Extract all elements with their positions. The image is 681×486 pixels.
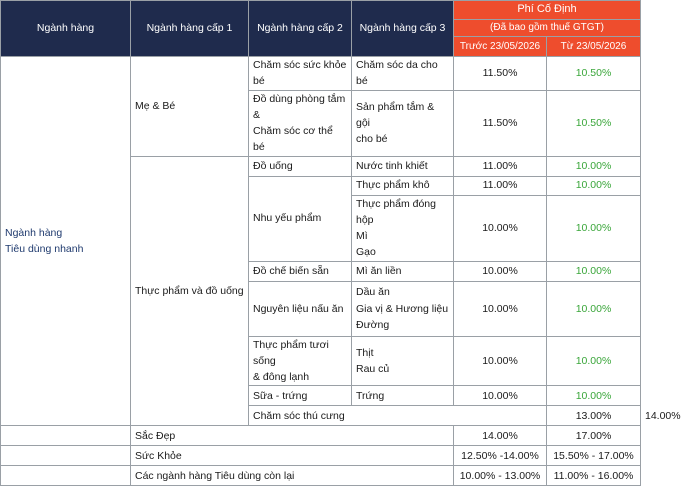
header-nganh-hang: Ngành hàng <box>1 1 131 57</box>
cat2-phong-tam-line2: Chăm sóc cơ thể bé <box>253 125 333 154</box>
group-blank <box>1 466 131 486</box>
cat2-do-uong: Đồ uống <box>249 156 352 176</box>
header-fee-note: (Đã bao gồm thuế GTGT) <box>454 20 641 37</box>
table-row <box>1 466 641 486</box>
group-blank <box>1 446 131 466</box>
rate-before: 10.00% - 13.00% <box>454 466 547 486</box>
header-fee-title: Phí Cố Định <box>454 1 641 20</box>
rate-before: 10.00% <box>454 281 547 336</box>
group-fmcg <box>1 57 131 426</box>
rate-before: 11.00% <box>454 156 547 176</box>
cat3-dong-hop-group <box>352 195 454 261</box>
group-line2: Tiêu dùng nhanh <box>5 243 84 256</box>
cat3-da-cho-be: Chăm sóc da cho bé <box>352 57 454 91</box>
cat1-sac-dep: Sắc Đẹp <box>131 426 454 446</box>
cat3-gao: Gạo <box>356 246 376 259</box>
rate-before: 11.00% <box>454 176 547 195</box>
cat2-sua-trung: Sữa - trứng <box>249 386 352 406</box>
group-line1: Ngành hàng <box>5 226 63 239</box>
header-cap-3: Ngành hàng cấp 3 <box>352 1 454 57</box>
table-row <box>1 446 641 466</box>
cat3-rau-cu: Rau củ <box>356 363 390 376</box>
rate-before: 11.50% <box>454 57 547 91</box>
cat3-mi: Mì <box>356 230 368 243</box>
cat1-suc-khoe: Sức Khỏe <box>131 446 454 466</box>
cat1-me-be: Mẹ & Bé <box>131 57 249 157</box>
rate-after: 10.50% <box>547 57 641 91</box>
cat2-tuoi-song-line1: Thực phẩm tươi sống <box>253 338 329 367</box>
cat3-trung: Trứng <box>352 386 454 406</box>
rate-after: 10.00% <box>547 281 641 336</box>
rate-after: 17.00% <box>547 426 641 446</box>
header-before: Trước 23/05/2026 <box>454 37 547 57</box>
rate-after: 15.50% - 17.00% <box>547 446 641 466</box>
cat3-dong-hop: Thực phẩm đóng hộp <box>356 197 436 226</box>
cat3-gia-vi: Gia vị & Hương liệu <box>356 302 449 315</box>
cat1-thuc-pham: Thực phẩm và đồ uống <box>131 156 249 426</box>
rate-after: 10.00% <box>547 176 641 195</box>
header-cap-1: Ngành hàng cấp 1 <box>131 1 249 57</box>
rate-before: 14.00% <box>454 426 547 446</box>
rate-after: 10.00% <box>547 261 641 281</box>
cat2-tuoi-song <box>249 336 352 386</box>
rate-after: 11.00% - 16.00% <box>547 466 641 486</box>
rate-before: 10.00% <box>454 261 547 281</box>
rate-before: 13.00% <box>547 406 641 426</box>
rate-before: 11.50% <box>454 90 547 156</box>
cat3-tam-goi <box>352 90 454 156</box>
rate-after: 10.00% <box>547 156 641 176</box>
cat3-thit: Thịt <box>356 346 374 359</box>
rate-before: 10.00% <box>454 336 547 386</box>
cat1-thu-cung: Chăm sóc thú cưng <box>249 406 547 426</box>
cat2-tuoi-song-line2: & đông lạnh <box>253 371 310 384</box>
table-row <box>1 426 641 446</box>
cat2-phong-tam <box>249 90 352 156</box>
table-row: Chăm sóc thú cưng 13.00% 14.00% <box>1 406 641 426</box>
cat2-cssk-be: Chăm sóc sức khỏe bé <box>249 57 352 91</box>
rate-after: 10.50% <box>547 90 641 156</box>
cat3-dau-an: Dầu ăn <box>356 286 390 299</box>
rate-before: 10.00% <box>454 195 547 261</box>
cat3-tam-goi-line2: cho bé <box>356 133 388 146</box>
rate-before: 12.50% -14.00% <box>454 446 547 466</box>
rate-after: 10.00% <box>547 195 641 261</box>
group-blank <box>1 426 131 446</box>
header-cap-2: Ngành hàng cấp 2 <box>249 1 352 57</box>
rate-after: 10.00% <box>547 336 641 386</box>
cat3-duong: Đường <box>356 318 390 331</box>
cat2-nguyen-lieu: Nguyên liệu nấu ăn <box>249 281 352 336</box>
cat2-phong-tam-line1: Đồ dùng phòng tắm & <box>253 92 346 121</box>
table-row <box>1 57 641 91</box>
cat1-con-lai: Các ngành hàng Tiêu dùng còn lại <box>131 466 454 486</box>
cat3-tam-goi-line1: Sản phẩm tắm & gội <box>356 100 435 129</box>
cat3-nguyen-lieu-group <box>352 281 454 336</box>
cat2-nhu-yeu-pham: Nhu yếu phẩm <box>249 176 352 261</box>
header-after: Từ 23/05/2026 <box>547 37 641 57</box>
cat3-thuc-pham-kho: Thực phẩm khô <box>352 176 454 195</box>
cat3-mi-an-lien: Mì ăn liền <box>352 261 454 281</box>
cat3-tuoi-song-group <box>352 336 454 386</box>
rate-before: 10.00% <box>454 386 547 406</box>
cat2-che-bien: Đồ chế biến sẵn <box>249 261 352 281</box>
cat3-nuoc-tinh-khiet: Nước tinh khiết <box>352 156 454 176</box>
rate-after: 10.00% <box>547 386 641 406</box>
